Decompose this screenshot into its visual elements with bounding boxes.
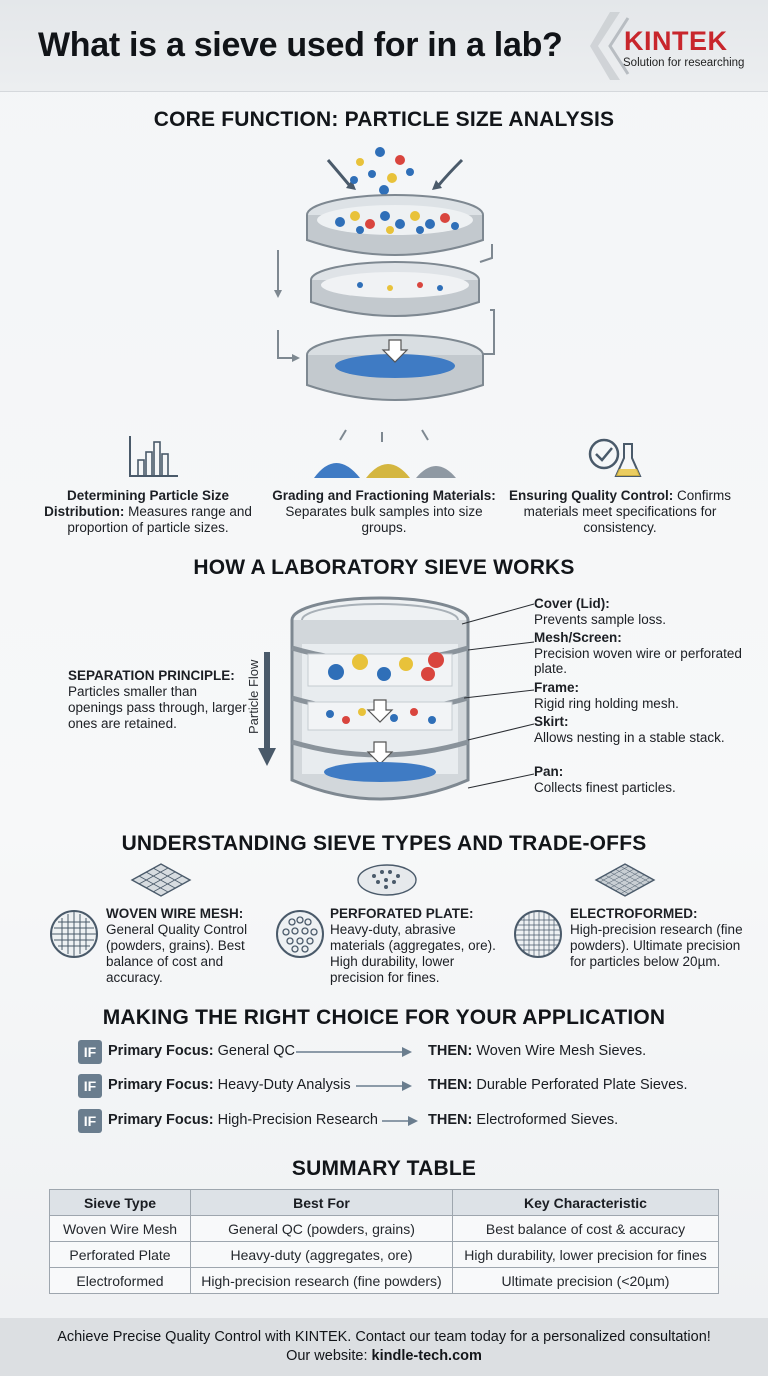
rule-row xyxy=(78,1109,738,1133)
feature-distribution-text: Measures range and proportion of particle sizes. xyxy=(67,504,252,535)
summary-table-title: SUMMARY TABLE xyxy=(291,1157,477,1180)
type-perforated-text: Heavy-duty, abrasive materials (aggregates, ore). High durability, lower precision for fines. xyxy=(330,922,496,985)
column-header: Best For xyxy=(191,1190,453,1216)
arrow-right-icon xyxy=(354,1078,414,1094)
table-header-row xyxy=(50,1190,719,1216)
table-cell: Ultimate precision (<20µm) xyxy=(453,1268,719,1294)
kintek-logo[interactable] xyxy=(590,8,760,84)
callout-frame-title: Frame: xyxy=(534,680,580,695)
feature-quality-text: Confirms materials meet specifications for consistency. xyxy=(523,488,731,535)
right-choice-title: MAKING THE RIGHT CHOICE FOR YOUR APPLICATION xyxy=(102,1006,666,1029)
table-cell: Heavy-duty (aggregates, ore) xyxy=(191,1242,453,1268)
feature-grading-title: Grading and Fractioning Materials: xyxy=(272,488,496,503)
rule-focus xyxy=(108,1112,378,1128)
separation-text: Particles smaller than openings pass through, larger ones are retained. xyxy=(68,684,247,731)
callout-cover-title: Cover (Lid): xyxy=(534,596,610,611)
callout-pan-title: Pan: xyxy=(534,764,564,779)
if-badge: IF xyxy=(78,1074,102,1098)
if-badge: IF xyxy=(78,1109,102,1133)
table-row xyxy=(50,1268,719,1294)
separation-principle xyxy=(68,668,248,732)
callout-mesh-text: Precision woven wire or perforated plate. xyxy=(534,645,742,676)
then-value: Electroformed Sieves. xyxy=(472,1112,619,1128)
feature-grading-text: Separates bulk samples into size groups. xyxy=(285,504,483,535)
footer-bar xyxy=(0,1318,768,1376)
focus-value: General QC xyxy=(213,1043,295,1059)
then-label: THEN: xyxy=(428,1077,473,1093)
separation-title: SEPARATION PRINCIPLE: xyxy=(68,668,235,683)
callout-cover-text: Prevents sample loss. xyxy=(534,611,667,627)
rule-then xyxy=(428,1112,618,1128)
summary-table xyxy=(49,1189,719,1294)
callout-pan-text: Collects finest particles. xyxy=(534,779,676,795)
arrow-right-icon xyxy=(380,1113,420,1129)
then-value: Durable Perforated Plate Sieves. xyxy=(472,1077,688,1093)
table-cell: High durability, lower precision for fines xyxy=(453,1242,719,1268)
page-title: What is a sieve used for in a lab? xyxy=(38,26,563,64)
rule-then xyxy=(428,1077,688,1093)
table-cell: Best balance of cost & accuracy xyxy=(453,1216,719,1242)
table-cell: Perforated Plate xyxy=(50,1242,191,1268)
rule-row xyxy=(78,1074,738,1098)
feature-distribution xyxy=(28,488,268,536)
header-bar xyxy=(0,0,768,92)
table-cell: Woven Wire Mesh xyxy=(50,1216,191,1242)
footer-website-prefix: Our website: xyxy=(286,1348,372,1364)
type-woven-title: WOVEN WIRE MESH: xyxy=(106,906,244,921)
callout-mesh xyxy=(534,630,754,677)
type-woven xyxy=(106,906,266,986)
woven-mesh-icon xyxy=(48,908,100,960)
callout-frame xyxy=(534,680,754,711)
feature-distribution-title: Determining Particle Size Distribution: xyxy=(44,488,230,519)
type-electroformed-text: High-precision research (fine powders). Ultimate precision for particles below 20µm. xyxy=(570,922,743,969)
focus-label: Primary Focus: xyxy=(108,1077,214,1093)
sieve-stack-illustration xyxy=(260,140,510,435)
feature-grading xyxy=(264,488,504,536)
type-electroformed-title: ELECTROFORMED: xyxy=(570,906,698,921)
type-electroformed xyxy=(570,906,750,970)
bar-chart-icon xyxy=(126,434,180,480)
focus-value: High-Precision Research xyxy=(213,1112,378,1128)
sieve-types-title: UNDERSTANDING SIEVE TYPES AND TRADE-OFFS xyxy=(121,832,647,855)
callout-cover xyxy=(534,596,754,627)
electroformed-icon xyxy=(512,908,564,960)
then-label: THEN: xyxy=(428,1043,473,1059)
feature-quality-title: Ensuring Quality Control: xyxy=(508,488,674,503)
if-badge: IF xyxy=(78,1040,102,1064)
table-cell: Electroformed xyxy=(50,1268,191,1294)
type-perforated-title: PERFORATED PLATE: xyxy=(330,906,474,921)
rule-focus xyxy=(108,1077,351,1093)
callout-skirt xyxy=(534,714,754,745)
callout-frame-text: Rigid ring holding mesh. xyxy=(534,695,679,711)
feature-quality xyxy=(500,488,740,536)
callout-pan xyxy=(534,764,754,795)
logo-name: KINTEK xyxy=(624,26,728,56)
website-link[interactable]: kindle-tech.com xyxy=(371,1348,482,1364)
particle-flow-arrow xyxy=(248,650,278,768)
electroformed-swatch-icon xyxy=(594,862,656,898)
core-function-title: CORE FUNCTION: PARTICLE SIZE ANALYSIS xyxy=(153,108,615,131)
column-header: Key Characteristic xyxy=(453,1190,719,1216)
focus-label: Primary Focus: xyxy=(108,1112,214,1128)
how-it-works-title: HOW A LABORATORY SIEVE WORKS xyxy=(193,556,575,579)
callout-mesh-title: Mesh/Screen: xyxy=(534,630,622,645)
rule-focus xyxy=(108,1043,295,1059)
sieve-cutaway-illustration xyxy=(284,590,534,820)
focus-value: Heavy-Duty Analysis xyxy=(213,1077,351,1093)
then-value: Woven Wire Mesh Sieves. xyxy=(472,1043,647,1059)
table-row xyxy=(50,1216,719,1242)
table-cell: High-precision research (fine powders) xyxy=(191,1268,453,1294)
perforated-plate-icon xyxy=(274,908,326,960)
checkmark-flask-icon xyxy=(586,434,644,482)
rule-then xyxy=(428,1043,646,1059)
table-row xyxy=(50,1242,719,1268)
woven-mesh-swatch-icon xyxy=(130,862,192,898)
particle-piles-icon xyxy=(310,448,460,482)
logo-tagline: Solution for researching xyxy=(623,57,745,69)
type-perforated xyxy=(330,906,508,986)
column-header: Sieve Type xyxy=(50,1190,191,1216)
callout-skirt-text: Allows nesting in a stable stack. xyxy=(534,729,725,745)
then-label: THEN: xyxy=(428,1112,473,1128)
arrow-right-icon xyxy=(294,1044,414,1060)
perforated-plate-swatch-icon xyxy=(356,862,418,898)
particle-flow-label: Particle Flow xyxy=(246,659,261,734)
footer-website xyxy=(0,1347,768,1366)
type-woven-text: General Quality Control (powders, grains). Best balance of cost and accuracy. xyxy=(106,922,248,985)
footer-cta: Achieve Precise Quality Control with KINTEK. Contact our team today for a personalized consultation! xyxy=(57,1329,711,1345)
table-cell: General QC (powders, grains) xyxy=(191,1216,453,1242)
focus-label: Primary Focus: xyxy=(108,1043,214,1059)
rule-row xyxy=(78,1040,738,1064)
callout-skirt-title: Skirt: xyxy=(534,714,569,729)
